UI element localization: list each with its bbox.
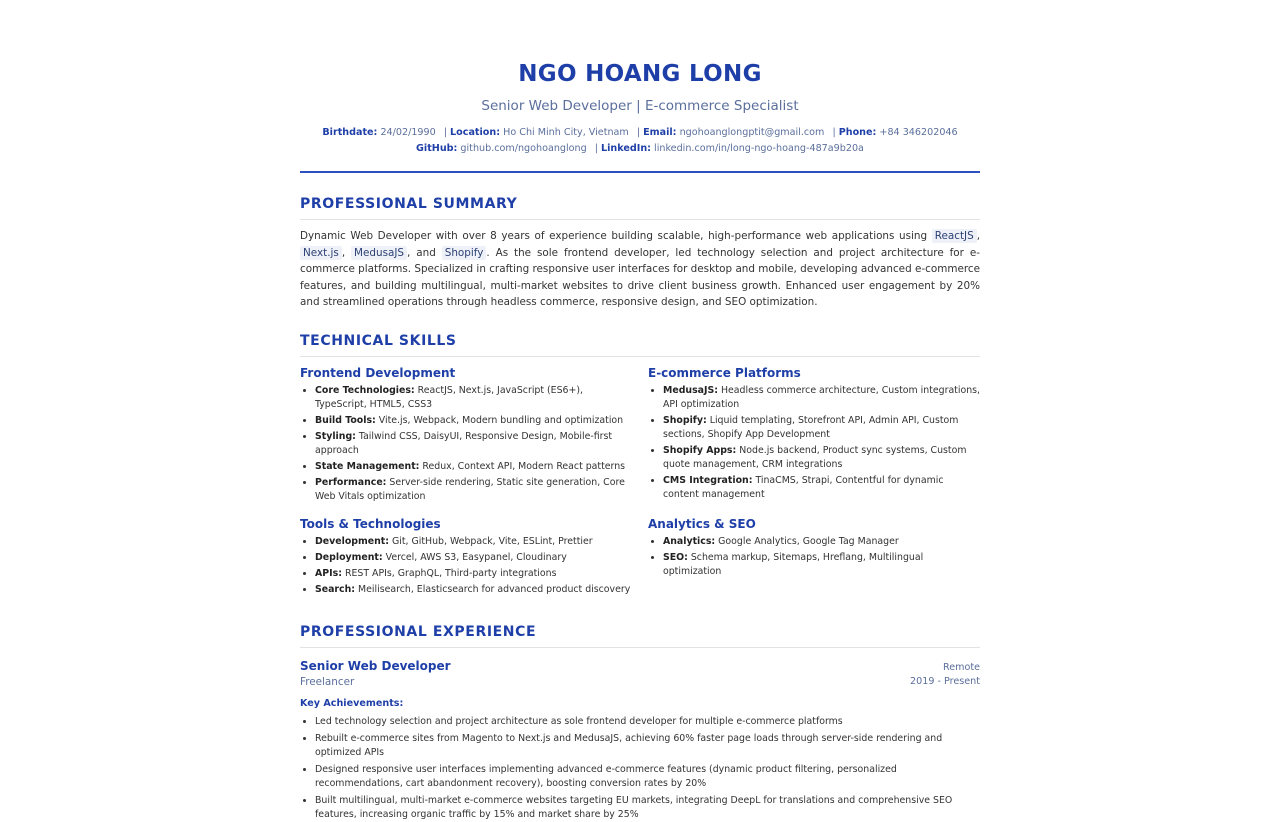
resume-page: [300, 0, 980, 822]
skill-item: [315, 414, 632, 428]
achievement-item: • Built multilingual, multi-market e-commerce websites targeting EU markets, integrating DeepL for translations and comprehensive SEO features, increasing organic traffic by 15% and market share by 25%: [315, 794, 980, 822]
skill-text: Tailwind CSS, DaisyUI, Responsive Design, Mobile-first approach: [315, 430, 613, 456]
achievement-item: • Designed responsive user interfaces implementing advanced e-commerce features (dynamic product filtering, personalized recommendations, cart abandonment recovery), boosting conversion rates by 20%: [315, 763, 980, 791]
skill-item: [663, 474, 980, 502]
skill-list: [300, 384, 632, 504]
skill-text: TinaCMS, Strapi, Contentful for dynamic content management: [663, 474, 944, 500]
skill-item: [315, 551, 632, 565]
skill-group-tools: [300, 515, 632, 599]
experience-heading: PROFESSIONAL EXPERIENCE: [300, 622, 980, 648]
skill-item: [315, 535, 632, 549]
skill-label: SEO:: [663, 551, 688, 563]
skill-label: Build Tools:: [315, 414, 376, 426]
skill-item: [315, 430, 632, 458]
skill-item: [315, 384, 632, 412]
phone-value: +84 346202046: [879, 127, 958, 138]
skill-group-title: Tools & Technologies: [300, 516, 441, 531]
summary-heading: PROFESSIONAL SUMMARY: [300, 194, 980, 220]
skill-item: [663, 444, 980, 472]
summary-rest: . As the sole frontend developer, led technology selection and project architecture for e-commerce platforms. Specialized in crafting responsive user interfaces for desktop and mobile, developing advanced e-commerce features, and building multilingual, multi-market websites to drive client business growth. Enhanced user engagement by 20% and streamlined operations through headless commerce, responsive design, and SEO optimization.: [300, 246, 980, 309]
skill-text: Redux, Context API, Modern React patterns: [422, 460, 626, 472]
contact-separator: |: [636, 127, 641, 138]
skill-text: Headless commerce architecture, Custom integrations, API optimization: [663, 384, 981, 410]
job-location: Remote: [942, 661, 980, 673]
skills-heading: TECHNICAL SKILLS: [300, 331, 980, 357]
linkedin-label: LinkedIn:: [601, 143, 651, 154]
contact-line-1: [300, 125, 980, 141]
achievements-label: Key Achievements:: [300, 697, 404, 709]
skill-label: Shopify:: [663, 414, 707, 426]
summary-intro: Dynamic Web Developer with over 8 years of experience building scalable, high-performance web applications using: [300, 230, 928, 242]
tag-shopify: Shopify: [442, 246, 487, 260]
skill-list: [300, 535, 632, 597]
job-title: Senior Web Developer: [300, 658, 451, 673]
skill-item: [315, 567, 632, 581]
skills-grid: [300, 364, 980, 608]
skills-section: [300, 331, 980, 608]
skill-label: Shopify Apps:: [663, 444, 737, 456]
skill-label: State Management:: [315, 460, 420, 472]
github-link[interactable]: github.com/ngohoanglong: [460, 143, 587, 154]
contact-info: [300, 125, 980, 157]
skill-text: Liquid templating, Storefront API, Admin API, Custom sections, Shopify App Development: [663, 414, 959, 440]
linkedin-link[interactable]: linkedin.com/in/long-ngo-hoang-487a9b20a: [654, 143, 864, 154]
skill-item: [315, 583, 632, 597]
contact-line-2: [300, 141, 980, 157]
skill-label: MedusaJS:: [663, 384, 718, 396]
location-value: Ho Chi Minh City, Vietnam: [503, 127, 629, 138]
skill-text: Server-side rendering, Static site generation, Core Web Vitals optimization: [315, 476, 625, 502]
skill-text: Schema markup, Sitemaps, Hreflang, Multilingual optimization: [663, 551, 924, 577]
location-label: Location:: [450, 127, 501, 138]
achievements: [300, 715, 980, 822]
skill-group-frontend: [300, 364, 632, 506]
achievement-item: • Led technology selection and project architecture as sole frontend developer for multiple e-commerce platforms: [315, 715, 980, 729]
skill-item: [663, 551, 980, 579]
birthdate-value: 24/02/1990: [380, 127, 436, 138]
contact-separator: |: [832, 127, 836, 138]
skill-label: Search:: [315, 583, 356, 595]
skill-group-title: Frontend Development: [300, 365, 456, 380]
candidate-name: NGO HOANG LONG: [518, 61, 762, 87]
skill-group-analytics: [648, 515, 980, 599]
skill-text: Vercel, AWS S3, Easypanel, Cloudinary: [385, 551, 567, 563]
skill-text: Git, GitHub, Webpack, Vite, ESLint, Prettier: [392, 535, 593, 547]
skill-list: [648, 535, 980, 579]
candidate-title: Senior Web Developer | E-commerce Specialist: [481, 98, 799, 114]
job-header: [300, 657, 980, 689]
skill-list: [648, 384, 980, 502]
job-meta: [910, 657, 980, 689]
skill-item: [315, 476, 632, 504]
github-label: GitHub:: [416, 143, 458, 154]
skill-text: REST APIs, GraphQL, Third-party integrations: [344, 567, 557, 579]
birthdate-label: Birthdate:: [322, 127, 378, 138]
skill-label: CMS Integration:: [663, 474, 753, 486]
skill-item: [663, 535, 980, 549]
skill-label: Styling:: [315, 430, 356, 442]
skill-group-title: E-commerce Platforms: [648, 365, 801, 380]
job-dates: 2019 - Present: [910, 675, 980, 687]
tag-medusajs: MedusaJS: [351, 246, 407, 260]
summary-text: [300, 228, 980, 311]
skill-group-ecommerce: [648, 364, 980, 506]
skill-item: [663, 384, 980, 412]
skill-label: Development:: [315, 535, 390, 547]
job-company: Freelancer: [300, 675, 355, 688]
skill-text: Google Analytics, Google Tag Manager: [718, 535, 899, 547]
skill-text: Meilisearch, Elasticsearch for advanced product discovery: [358, 583, 631, 595]
skill-label: Deployment:: [315, 551, 383, 563]
skill-label: Core Technologies:: [315, 384, 415, 396]
skill-group-title: Analytics & SEO: [648, 516, 756, 531]
email-link[interactable]: ngohoanglongptit@gmail.com: [679, 127, 825, 138]
tag-reactjs: ReactJS: [932, 229, 977, 243]
skill-item: [315, 460, 632, 474]
skill-text: Vite.js, Webpack, Modern bundling and optimization: [378, 414, 624, 426]
summary-comma: ,: [341, 246, 346, 259]
experience-section: [300, 622, 980, 822]
skill-label: Analytics:: [663, 535, 716, 547]
tag-nextjs: Next.js: [300, 246, 342, 260]
header-divider: [300, 171, 980, 173]
summary-section: [300, 194, 980, 311]
achievement-list: [300, 715, 980, 822]
contact-separator: |: [594, 143, 599, 154]
job-left: [300, 657, 451, 689]
skill-item: [663, 414, 980, 442]
contact-separator: |: [443, 127, 448, 138]
summary-comma: ,: [976, 230, 980, 242]
email-label: Email:: [643, 127, 677, 138]
skill-label: APIs:: [315, 567, 342, 579]
skill-label: Performance:: [315, 476, 387, 488]
achievement-item: • Rebuilt e-commerce sites from Magento to Next.js and MedusaJS, achieving 60% faster page loads through server-side rendering and optimized APIs: [315, 732, 980, 760]
summary-and: , and: [407, 246, 436, 259]
skill-text: ReactJS, Next.js, JavaScript (ES6+), TypeScript, HTML5, CSS3: [315, 384, 584, 410]
phone-label: Phone:: [838, 127, 877, 138]
skill-text: Node.js backend, Product sync systems, Custom quote management, CRM integrations: [663, 444, 967, 470]
